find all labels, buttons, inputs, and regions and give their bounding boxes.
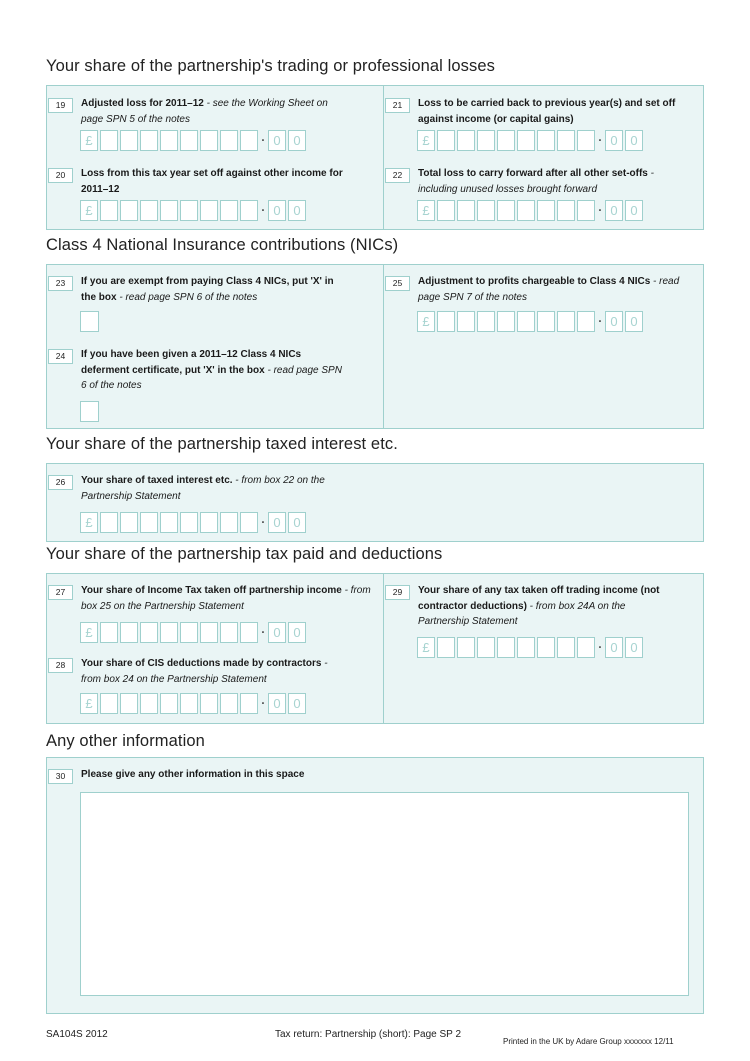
digit-cell[interactable] — [557, 637, 575, 658]
digit-cell[interactable] — [200, 693, 218, 714]
pence-cell[interactable]: 0 — [288, 512, 306, 533]
pound-cell: £ — [80, 622, 98, 643]
loss-carry-forward-amount-field[interactable] — [417, 200, 645, 221]
digit-cell[interactable] — [537, 637, 555, 658]
pound-cell: £ — [80, 512, 98, 533]
digit-cell[interactable] — [180, 512, 198, 533]
box-number: 24 — [48, 349, 73, 364]
digit-cell[interactable] — [220, 130, 238, 151]
digit-cell[interactable] — [140, 622, 158, 643]
decimal-point: · — [597, 639, 603, 656]
digit-cell[interactable] — [200, 200, 218, 221]
pound-cell: £ — [417, 130, 435, 151]
loss-set-off-amount-field[interactable] — [80, 200, 308, 221]
digit-cell[interactable] — [120, 512, 138, 533]
digit-cell[interactable] — [100, 693, 118, 714]
digit-cell[interactable] — [497, 637, 515, 658]
question-label: Adjustment to profits chargeable to Class 4 NICs - read page SPN 7 of the notes — [418, 276, 680, 303]
digit-cell[interactable] — [160, 200, 178, 221]
pence-cell[interactable]: 0 — [605, 311, 623, 332]
digit-cell[interactable] — [537, 200, 555, 221]
digit-cell[interactable] — [120, 130, 138, 151]
box-number: 28 — [48, 658, 73, 673]
pence-cell[interactable]: 0 — [625, 130, 643, 151]
digit-cell[interactable] — [120, 200, 138, 221]
section-title-tax-paid: Your share of the partnership tax paid and deductions — [46, 545, 443, 563]
cis-deductions-amount-field[interactable] — [80, 693, 308, 714]
nic-panel — [46, 264, 704, 429]
digit-cell[interactable] — [200, 622, 218, 643]
digit-cell[interactable] — [517, 200, 535, 221]
digit-cell[interactable] — [437, 130, 455, 151]
digit-cell[interactable] — [100, 512, 118, 533]
tax-paid-panel — [46, 573, 704, 724]
question-label: Loss to be carried back to previous year(s) and set off against income (or capital gains) — [418, 98, 676, 125]
question-label: Loss from this tax year set off against other income for 2011–12 — [81, 168, 343, 195]
digit-cell[interactable] — [140, 512, 158, 533]
digit-cell[interactable] — [557, 130, 575, 151]
section-title-interest: Your share of the partnership taxed interest etc. — [46, 435, 398, 453]
digit-cell[interactable] — [220, 512, 238, 533]
digit-cell[interactable] — [437, 200, 455, 221]
pence-cell[interactable]: 0 — [605, 130, 623, 151]
box-number: 19 — [48, 98, 73, 113]
pound-cell: £ — [80, 200, 98, 221]
digit-cell[interactable] — [537, 311, 555, 332]
column-divider — [383, 86, 384, 229]
pence-cell[interactable]: 0 — [268, 622, 286, 643]
digit-cell[interactable] — [220, 200, 238, 221]
pence-cell[interactable]: 0 — [288, 130, 306, 151]
pence-cell[interactable]: 0 — [268, 512, 286, 533]
pound-cell: £ — [80, 693, 98, 714]
pence-cell[interactable]: 0 — [625, 637, 643, 658]
digit-cell[interactable] — [160, 693, 178, 714]
pence-cell[interactable]: 0 — [625, 311, 643, 332]
column-divider — [383, 574, 384, 723]
digit-cell[interactable] — [220, 693, 238, 714]
question-label: Your share of taxed interest etc. - from box 22 on the Partnership Statement — [81, 475, 325, 502]
income-tax-taken-off-amount-field[interactable] — [80, 622, 308, 643]
box-number: 20 — [48, 168, 73, 183]
digit-cell[interactable] — [240, 130, 258, 151]
question-label: Your share of Income Tax taken off partnership income - from box 25 on the Partnership Statement — [81, 585, 371, 612]
pence-cell[interactable]: 0 — [625, 200, 643, 221]
digit-cell[interactable] — [100, 130, 118, 151]
digit-cell[interactable] — [577, 311, 595, 332]
pound-cell: £ — [417, 200, 435, 221]
digit-cell[interactable] — [477, 200, 495, 221]
box-number: 29 — [385, 585, 410, 600]
pence-cell[interactable]: 0 — [268, 200, 286, 221]
class4-adjustment-amount-field[interactable] — [417, 311, 645, 332]
decimal-point: · — [597, 313, 603, 330]
digit-cell[interactable] — [517, 311, 535, 332]
digit-cell[interactable] — [220, 622, 238, 643]
box-number: 27 — [48, 585, 73, 600]
box-number: 30 — [48, 769, 73, 784]
question-label: Your share of CIS deductions made by contractors - from box 24 on the Partnership Statement — [81, 658, 328, 685]
pound-cell: £ — [417, 637, 435, 658]
digit-cell[interactable] — [180, 622, 198, 643]
section-title-losses: Your share of the partnership's trading or professional losses — [46, 57, 495, 75]
digit-cell[interactable] — [140, 200, 158, 221]
digit-cell[interactable] — [160, 512, 178, 533]
question-label: Total loss to carry forward after all other set-offs - including unused losses brought forward — [418, 168, 654, 195]
pound-cell: £ — [80, 130, 98, 151]
digit-cell[interactable] — [160, 622, 178, 643]
column-divider — [383, 265, 384, 428]
digit-cell[interactable] — [160, 130, 178, 151]
digit-cell[interactable] — [577, 637, 595, 658]
digit-cell[interactable] — [517, 637, 535, 658]
box-number: 21 — [385, 98, 410, 113]
digit-cell[interactable] — [497, 311, 515, 332]
class4-exempt-checkbox[interactable] — [80, 311, 99, 332]
decimal-point: · — [260, 514, 266, 531]
decimal-point: · — [260, 202, 266, 219]
question-label: Please give any other information in this space — [81, 769, 305, 780]
digit-cell[interactable] — [497, 130, 515, 151]
digit-cell[interactable] — [240, 200, 258, 221]
decimal-point: · — [597, 132, 603, 149]
losses-panel — [46, 85, 704, 230]
digit-cell[interactable] — [557, 200, 575, 221]
pence-cell[interactable]: 0 — [268, 693, 286, 714]
question-label: Adjusted loss for 2011–12 - see the Working Sheet on page SPN 5 of the notes — [81, 98, 328, 125]
pence-cell[interactable]: 0 — [268, 130, 286, 151]
form-code: SA104S 2012 — [46, 1029, 108, 1040]
digit-cell[interactable] — [200, 512, 218, 533]
trading-income-tax-amount-field[interactable] — [417, 637, 645, 658]
digit-cell[interactable] — [180, 693, 198, 714]
digit-cell[interactable] — [557, 311, 575, 332]
decimal-point: · — [597, 202, 603, 219]
pence-cell[interactable]: 0 — [288, 200, 306, 221]
digit-cell[interactable] — [477, 130, 495, 151]
digit-cell[interactable] — [140, 130, 158, 151]
deferment-certificate-checkbox[interactable] — [80, 401, 99, 422]
taxed-interest-amount-field[interactable] — [80, 512, 308, 533]
decimal-point: · — [260, 132, 266, 149]
digit-cell[interactable] — [477, 637, 495, 658]
pence-cell[interactable]: 0 — [605, 200, 623, 221]
question-label: If you are exempt from paying Class 4 NICs, put 'X' in the box - read page SPN 6 of the notes — [81, 276, 334, 303]
digit-cell[interactable] — [240, 512, 258, 533]
pence-cell[interactable]: 0 — [605, 637, 623, 658]
digit-cell[interactable] — [180, 200, 198, 221]
digit-cell[interactable] — [120, 693, 138, 714]
section-title-other: Any other information — [46, 732, 205, 750]
decimal-point: · — [260, 695, 266, 712]
other-information-textarea[interactable] — [80, 792, 689, 996]
pence-cell[interactable]: 0 — [288, 693, 306, 714]
digit-cell[interactable] — [517, 130, 535, 151]
adjusted-loss-amount-field[interactable] — [80, 130, 308, 151]
digit-cell[interactable] — [477, 311, 495, 332]
digit-cell[interactable] — [497, 200, 515, 221]
digit-cell[interactable] — [240, 622, 258, 643]
digit-cell[interactable] — [457, 637, 475, 658]
digit-cell[interactable] — [537, 130, 555, 151]
digit-cell[interactable] — [457, 200, 475, 221]
box-number: 26 — [48, 475, 73, 490]
digit-cell[interactable] — [200, 130, 218, 151]
digit-cell[interactable] — [100, 200, 118, 221]
question-label: If you have been given a 2011–12 Class 4 NICs deferment certificate, put 'X' in the box - read page SPN 6 of the notes — [81, 349, 342, 391]
loss-carried-back-amount-field[interactable] — [417, 130, 645, 151]
other-info-panel — [46, 757, 704, 1014]
digit-cell[interactable] — [437, 311, 455, 332]
digit-cell[interactable] — [240, 693, 258, 714]
box-number: 23 — [48, 276, 73, 291]
digit-cell[interactable] — [120, 622, 138, 643]
digit-cell[interactable] — [577, 130, 595, 151]
decimal-point: · — [260, 624, 266, 641]
pence-cell[interactable]: 0 — [288, 622, 306, 643]
box-number: 22 — [385, 168, 410, 183]
page-label: Tax return: Partnership (short): Page SP 2 — [275, 1029, 462, 1040]
digit-cell[interactable] — [100, 622, 118, 643]
digit-cell[interactable] — [437, 637, 455, 658]
question-label: Your share of any tax taken off trading income (not contractor deductions) - from box 24A on the Partnership Statement — [418, 585, 660, 627]
digit-cell[interactable] — [457, 130, 475, 151]
printer-info: Printed in the UK by Adare Group xxxxxxx 12/11 — [503, 1037, 674, 1046]
interest-panel — [46, 463, 704, 542]
box-number: 25 — [385, 276, 410, 291]
section-title-nic: Class 4 National Insurance contributions (NICs) — [46, 236, 399, 254]
pound-cell: £ — [417, 311, 435, 332]
digit-cell[interactable] — [457, 311, 475, 332]
digit-cell[interactable] — [577, 200, 595, 221]
digit-cell[interactable] — [180, 130, 198, 151]
digit-cell[interactable] — [140, 693, 158, 714]
